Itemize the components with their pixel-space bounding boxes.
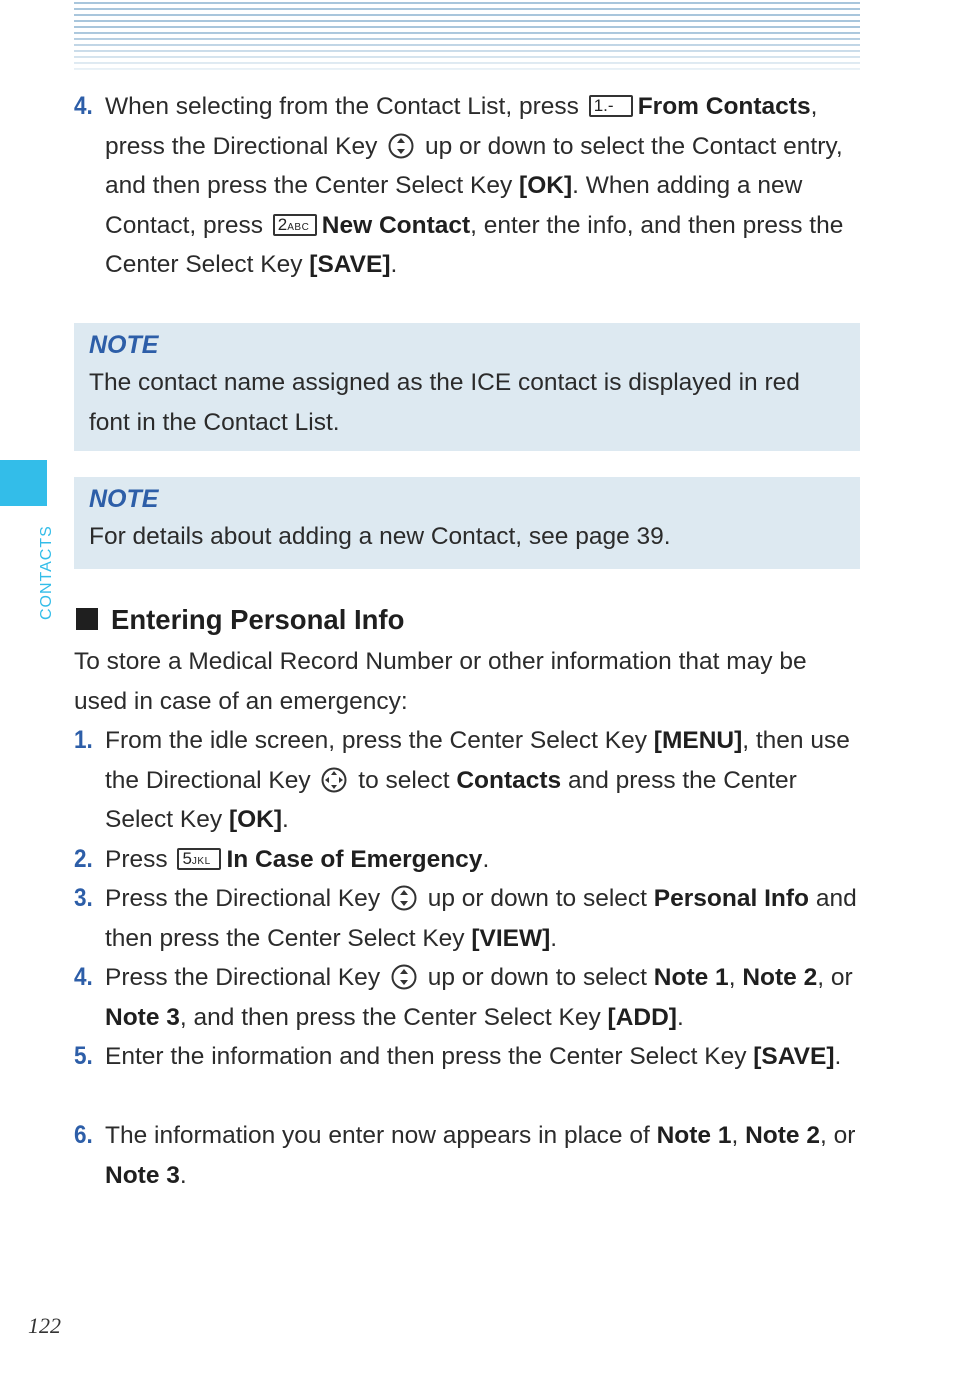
step-6: 6. The information you enter now appears in place of Note 1, Note 2, or Note 3. <box>74 1116 864 1195</box>
directional-key-updown-icon <box>391 964 417 990</box>
step-5: 5. Enter the information and then press the Center Select Key [SAVE]. <box>74 1037 864 1077</box>
step-number: 4. <box>74 963 93 991</box>
directional-key-updown-icon <box>388 133 414 159</box>
page-number: 122 <box>28 1313 61 1338</box>
directional-key-four-way-icon <box>321 767 347 793</box>
note-title: NOTE <box>89 331 159 359</box>
key-5-jkl-icon: 5JKL <box>177 848 221 870</box>
step-4: 4. Press the Directional Key up or down to select Note 1, Note 2, or Note 3, and then press the Center Select Key [ADD]. <box>74 958 864 1037</box>
note-title: NOTE <box>89 485 159 513</box>
step-number: 5. <box>74 1042 93 1070</box>
section-side-label: CONTACTS <box>38 525 55 620</box>
square-bullet-icon <box>76 608 98 630</box>
header-decoration <box>74 2 860 74</box>
note-box-add-contact <box>74 477 860 569</box>
note-text: The contact name assigned as the ICE contact is displayed in red font in the Contact List. <box>89 369 800 436</box>
key-1-icon: 1.- <box>589 95 633 117</box>
step-number: 1. <box>74 726 93 754</box>
step-2: 2. Press 5JKL In Case of Emergency. <box>74 840 864 880</box>
note-box-ice <box>74 323 860 451</box>
section-tab-marker <box>0 460 47 506</box>
key-2-abc-icon: 2ABC <box>273 214 317 236</box>
step-1: 1. From the idle screen, press the Center Select Key [MENU], then use the Directional Key to select Contacts and press the Center Select Key [OK]. <box>74 721 864 840</box>
step-number: 3. <box>74 884 93 912</box>
directional-key-updown-icon <box>391 885 417 911</box>
step-number: 2. <box>74 845 93 873</box>
note-text: For details about adding a new Contact, see page 39. <box>89 523 671 550</box>
top-step-4 <box>74 87 864 285</box>
step-number: 4. <box>74 92 93 120</box>
step-text: When selecting from the Contact List, press 1.- From Contacts, press the Directional Key up or down to select the Contact entry, and then press the Center Select Key [OK]. When adding a new Contact, press 2ABC New Contact, enter the info, and then press the Center Select Key [SAVE]. <box>105 93 844 278</box>
step-number: 6. <box>74 1121 93 1149</box>
step-3: 3. Press the Directional Key up or down to select Personal Info and then press the Center Select Key [VIEW]. <box>74 879 864 958</box>
section-heading: Entering Personal Info <box>76 600 404 640</box>
section-intro: To store a Medical Record Number or other information that may be used in case of an emergency: <box>74 648 807 715</box>
